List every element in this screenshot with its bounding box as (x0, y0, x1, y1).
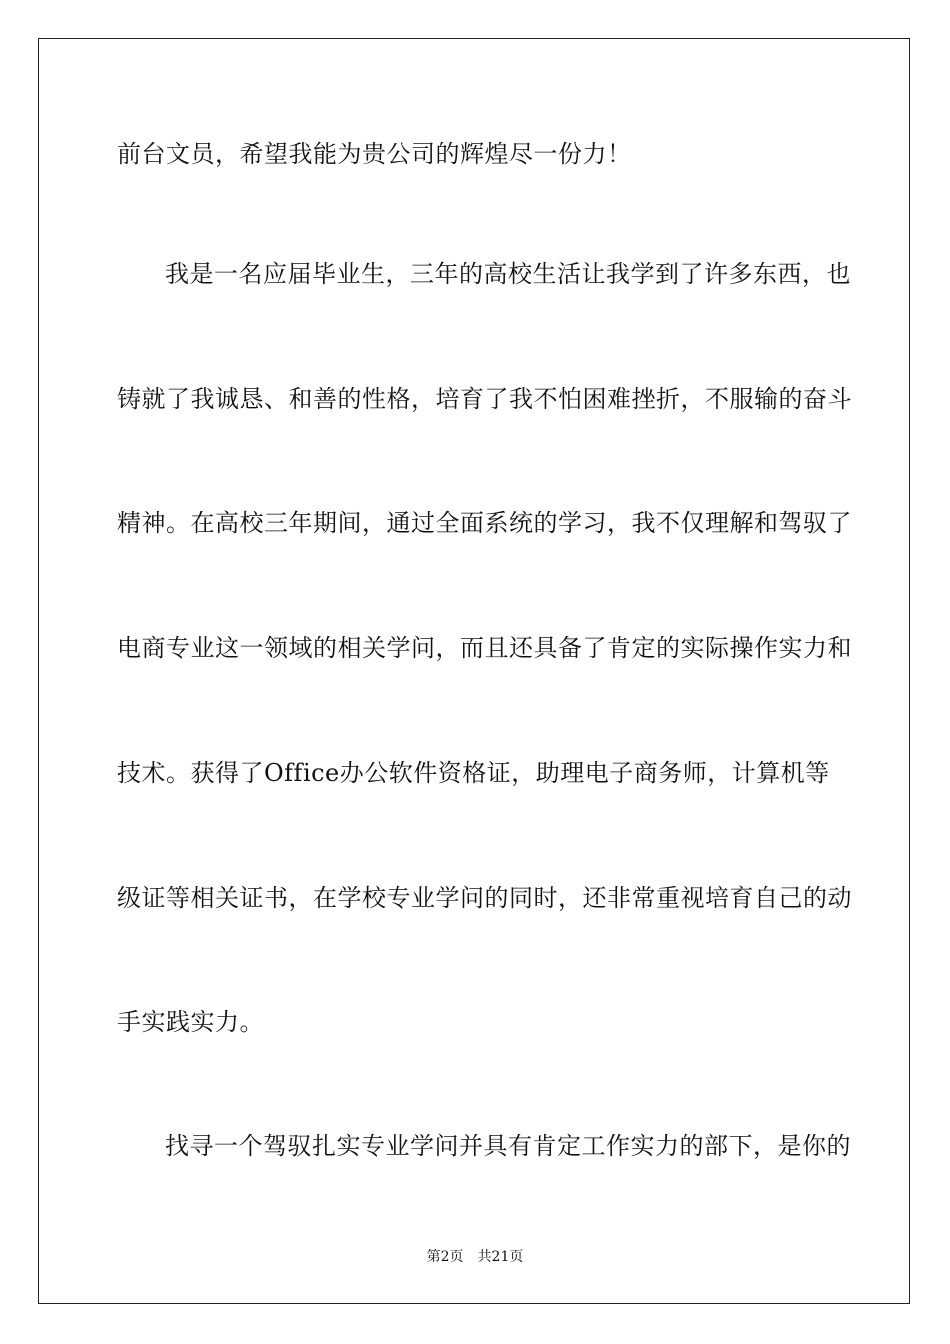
page-frame (38, 38, 910, 1304)
text-line: 前台文员，希望我能为贵公司的辉煌尽一份力！ (117, 140, 632, 168)
text-line: 精神。在高校三年期间，通过全面系统的学习，我不仅理解和驾驭了 (117, 509, 852, 537)
text-line: 电商专业这一领域的相关学问，而且还具备了肯定的实际操作实力和 (117, 634, 852, 662)
text-line: 手实践实力。 (117, 1008, 264, 1036)
text-line: 级证等相关证书，在学校专业学问的同时，还非常重视培育自己的动 (117, 884, 852, 912)
total-pages-label: 共21页 (477, 1249, 524, 1265)
current-page-label: 第2页 (426, 1249, 464, 1265)
paragraph-first-line: 我是一名应届毕业生，三年的高校生活让我学到了许多东西，也 (165, 260, 851, 288)
page-number-footer (0, 1248, 950, 1266)
paragraph-first-line: 找寻一个驾驭扎实专业学问并具有肯定工作实力的部下，是你的 (165, 1132, 851, 1160)
text-line: 铸就了我诚恳、和善的性格，培育了我不怕困难挫折，不服输的奋斗 (117, 385, 852, 413)
text-line: 技术。获得了Office办公软件资格证，助理电子商务师，计算机等 (117, 759, 830, 787)
